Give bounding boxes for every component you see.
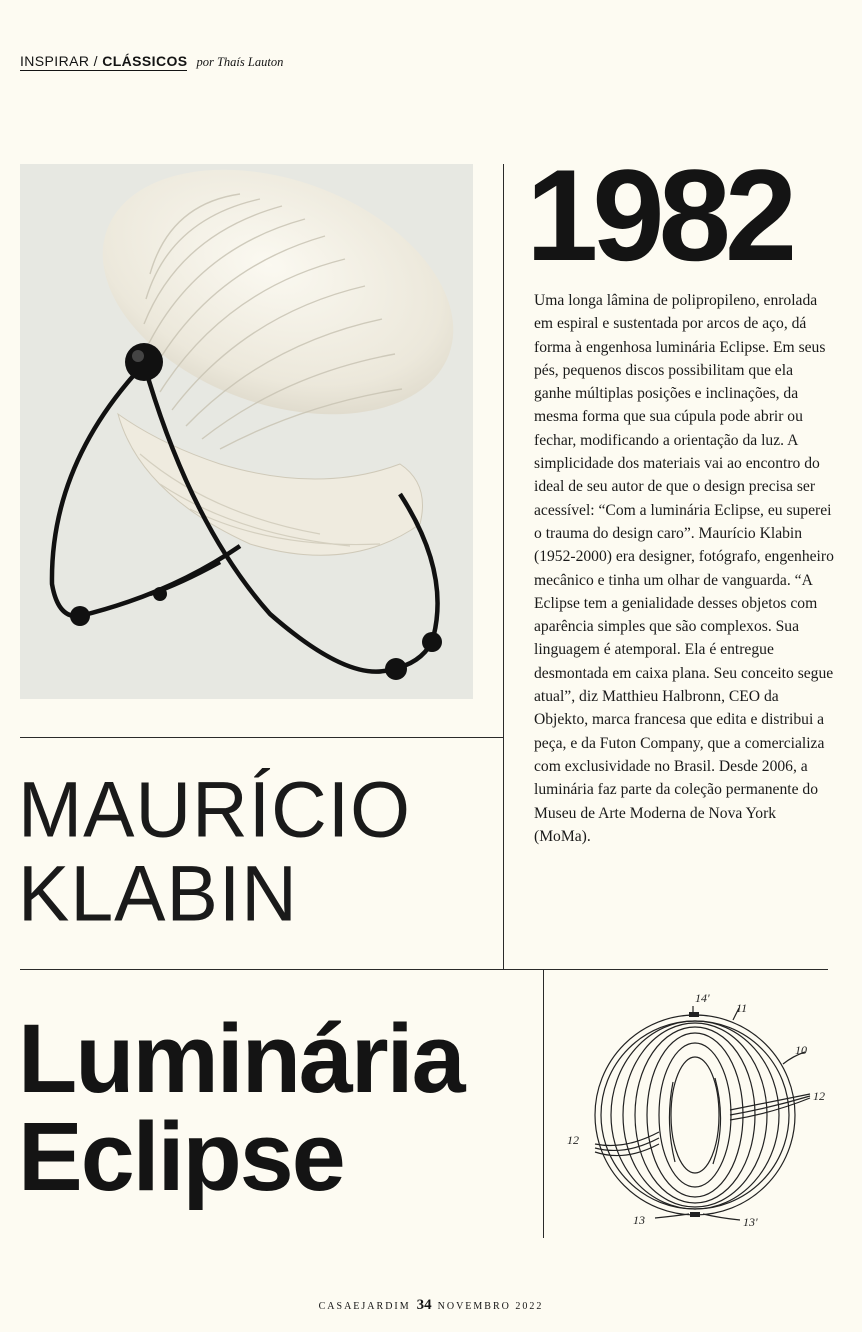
eclipse-lamp-illustration xyxy=(20,164,473,699)
section-breadcrumb xyxy=(20,53,187,71)
patent-label-12-right: 12 xyxy=(813,1089,825,1103)
subsection-label: CLÁSSICOS xyxy=(102,53,188,69)
patent-drawing xyxy=(555,982,845,1232)
patent-label-13prime: 13' xyxy=(743,1215,758,1229)
page-number: 34 xyxy=(416,1297,432,1313)
designer-first-name: MAURÍCIO xyxy=(18,766,411,855)
divider-designer-top xyxy=(20,737,503,738)
lamp-photo xyxy=(20,164,473,699)
column-divider xyxy=(503,164,504,970)
patent-label-13: 13 xyxy=(633,1213,645,1227)
title-line-2: Eclipse xyxy=(18,1102,344,1211)
year-heading: 1982 xyxy=(526,142,792,288)
article-body: Uma longa lâmina de polipropileno, enrolada em espiral e sustentada por arcos de aço, dá forma à engenhosa luminária Eclipse. Em seus pés, pequenos discos possibilitam que ela ganhe múltiplas posições e inclinações, da mesma forma que sua cúpula pode abrir ou fechar, modificando a orientação da luz. A simplicidade dos materiais vai ao encontro do ideal de seu autor de que o design precisa ser acessível: “Com a luminária Eclipse, eu superei o trauma do design caro”. Maurício Klabin (1952-2000) era designer, fotógrafo, engenheiro mecânico e tinha um olhar de vanguarda. “A Eclipse tem a genialidade desses objetos com aparência simples que são complexos. Sua linguagem é atemporal. Ela é entregue desmontada em caixa plana. Seu conceito segue atual”, diz Matthieu Halbronn, CEO da Objekto, marca francesa que edita e distribui a peça, e da Futon Company, que a comercializa com exclusividade no Brasil. Desde 2006, a luminária faz parte da coleção permanente do Museu de Arte Moderna de Nova York (MoMa). xyxy=(534,292,834,845)
patent-label-10: 10 xyxy=(795,1043,807,1057)
product-title xyxy=(18,1004,464,1211)
section-label: INSPIRAR / xyxy=(20,53,98,69)
patent-sphere-illustration xyxy=(555,982,845,1232)
footer-brand: CASAEJARDIM xyxy=(318,1301,411,1312)
patent-label-11: 11 xyxy=(736,1001,748,1015)
section-header xyxy=(20,53,283,70)
designer-last-name: KLABIN xyxy=(18,849,298,938)
patent-divider xyxy=(543,970,544,1238)
author-byline: por Thaís Lauton xyxy=(196,55,284,69)
patent-label-12-left: 12 xyxy=(567,1133,579,1147)
designer-name xyxy=(18,766,411,938)
divider-middle xyxy=(20,969,828,970)
page-footer xyxy=(0,1297,862,1314)
footer-issue: NOVEMBRO 2022 xyxy=(437,1301,544,1312)
patent-label-14prime: 14' xyxy=(695,991,710,1005)
title-line-1: Luminária xyxy=(18,1004,464,1113)
